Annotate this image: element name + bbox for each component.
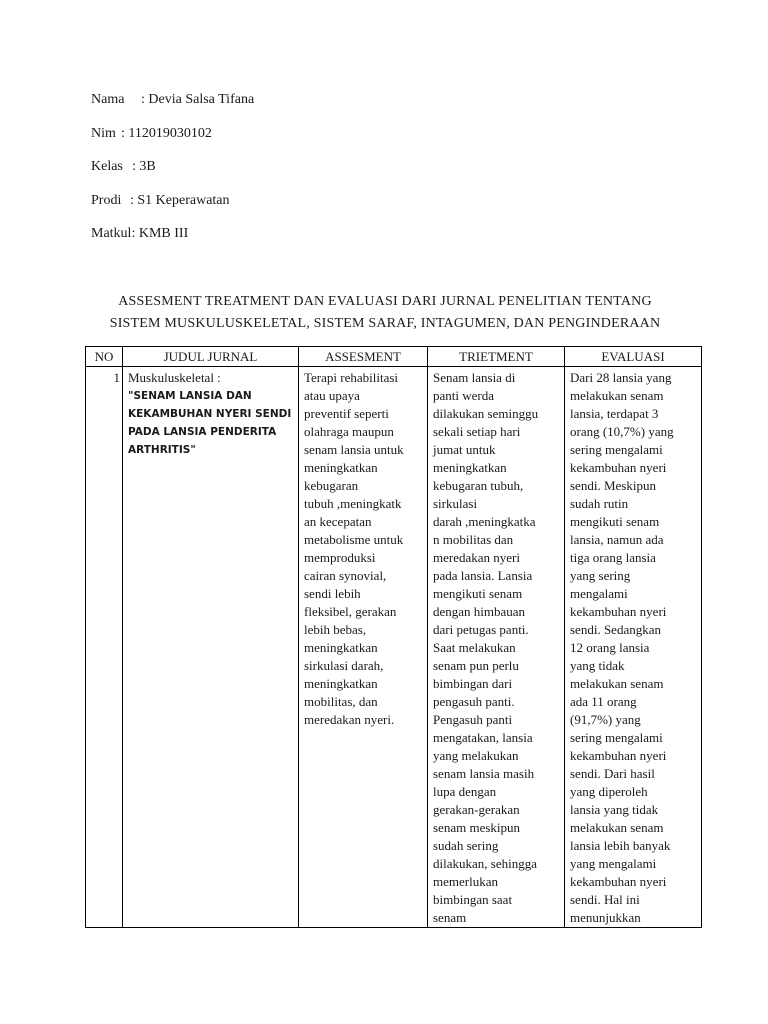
journal-title: "SENAM LANSIA DAN KEKAMBUHAN NYERI SENDI PADA LANSIA PENDERITA ARTHRITIS" xyxy=(128,390,292,456)
nim-value: : 112019030102 xyxy=(121,125,212,141)
header-evaluasi: EVALUASI xyxy=(565,347,702,367)
title-line-1: ASSESMENT TREATMENT DAN EVALUASI DARI JURNAL PENELITIAN TENTANG xyxy=(118,294,652,309)
document-title xyxy=(60,291,710,335)
matkul-value: : KMB III xyxy=(131,226,189,241)
table-header-row xyxy=(86,347,702,367)
header-judul-jurnal: JUDUL JURNAL xyxy=(123,347,299,367)
info-prodi xyxy=(91,193,254,227)
info-kelas xyxy=(91,159,254,193)
journal-category: Muskuluskeletal : xyxy=(128,370,221,385)
cell-assesment: Terapi rehabilitasi atau upaya preventif seperti olahraga maupun senam lansia untuk meningkatkan kebugaran tubuh ,meningkatk an kecepatan metabolisme untuk memproduksi cairan synovial, sendi lebih fleksibel, gerakan lebih bebas, meningkatkan sirkulasi darah, meningkatkan mobilitas, dan meredakan nyeri. xyxy=(299,367,428,928)
nama-value: : Devia Salsa Tifana xyxy=(141,92,255,107)
kelas-label: Kelas xyxy=(91,159,123,174)
prodi-label: Prodi xyxy=(91,192,122,208)
header-trietment: TRIETMENT xyxy=(428,347,565,367)
header-assesment: ASSESMENT xyxy=(299,347,428,367)
header-no: NO xyxy=(86,347,123,367)
prodi-value: : S1 Keperawatan xyxy=(130,192,230,208)
table-row xyxy=(86,367,702,928)
cell-treatment: Senam lansia di panti werda dilakukan seminggu sekali setiap hari jumat untuk meningkatkan kebugaran tubuh, sirkulasi darah ,meningkatka n mobilitas dan meredakan nyeri pada lansia. Lansia mengikuti senam dengan himbauan dari petugas panti. Saat melakukan senam pun perlu bimbingan dari pengasuh panti. Pengasuh panti mengatakan, lansia yang melakukan senam lansia masih lupa dengan gerakan-gerakan senam meskipun sudah sering dilakukan, sehingga memerlukan bimbingan saat senam xyxy=(428,367,565,928)
info-nim xyxy=(91,126,254,160)
kelas-value: : 3B xyxy=(132,159,156,174)
info-nama xyxy=(91,92,254,126)
student-info xyxy=(91,92,254,260)
journal-table xyxy=(85,346,702,928)
cell-no: 1 xyxy=(86,367,123,928)
cell-evaluasi: Dari 28 lansia yang melakukan senam lansia, terdapat 3 orang (10,7%) yang sering mengalami kekambuhan nyeri sendi. Meskipun sudah rutin mengikuti senam lansia, namun ada tiga orang lansia yang sering mengalami kekambuhan nyeri sendi. Sedangkan 12 orang lansia yang tidak melakukan senam ada 11 orang (91,7%) yang sering mengalami kekambuhan nyeri sendi. Dari hasil yang diperoleh lansia yang tidak melakukan senam lansia lebih banyak yang mengalami kekambuhan nyeri sendi. Hal ini menunjukkan xyxy=(565,367,702,928)
title-line-2: SISTEM MUSKULUSKELETAL, SISTEM SARAF, INTAGUMEN, DAN PENGINDERAAN xyxy=(109,316,661,331)
nama-label: Nama xyxy=(91,92,125,107)
matkul-label: Matkul xyxy=(91,226,132,241)
nim-label: Nim xyxy=(91,125,116,141)
cell-judul-jurnal xyxy=(123,367,299,928)
info-matkul xyxy=(91,226,254,260)
